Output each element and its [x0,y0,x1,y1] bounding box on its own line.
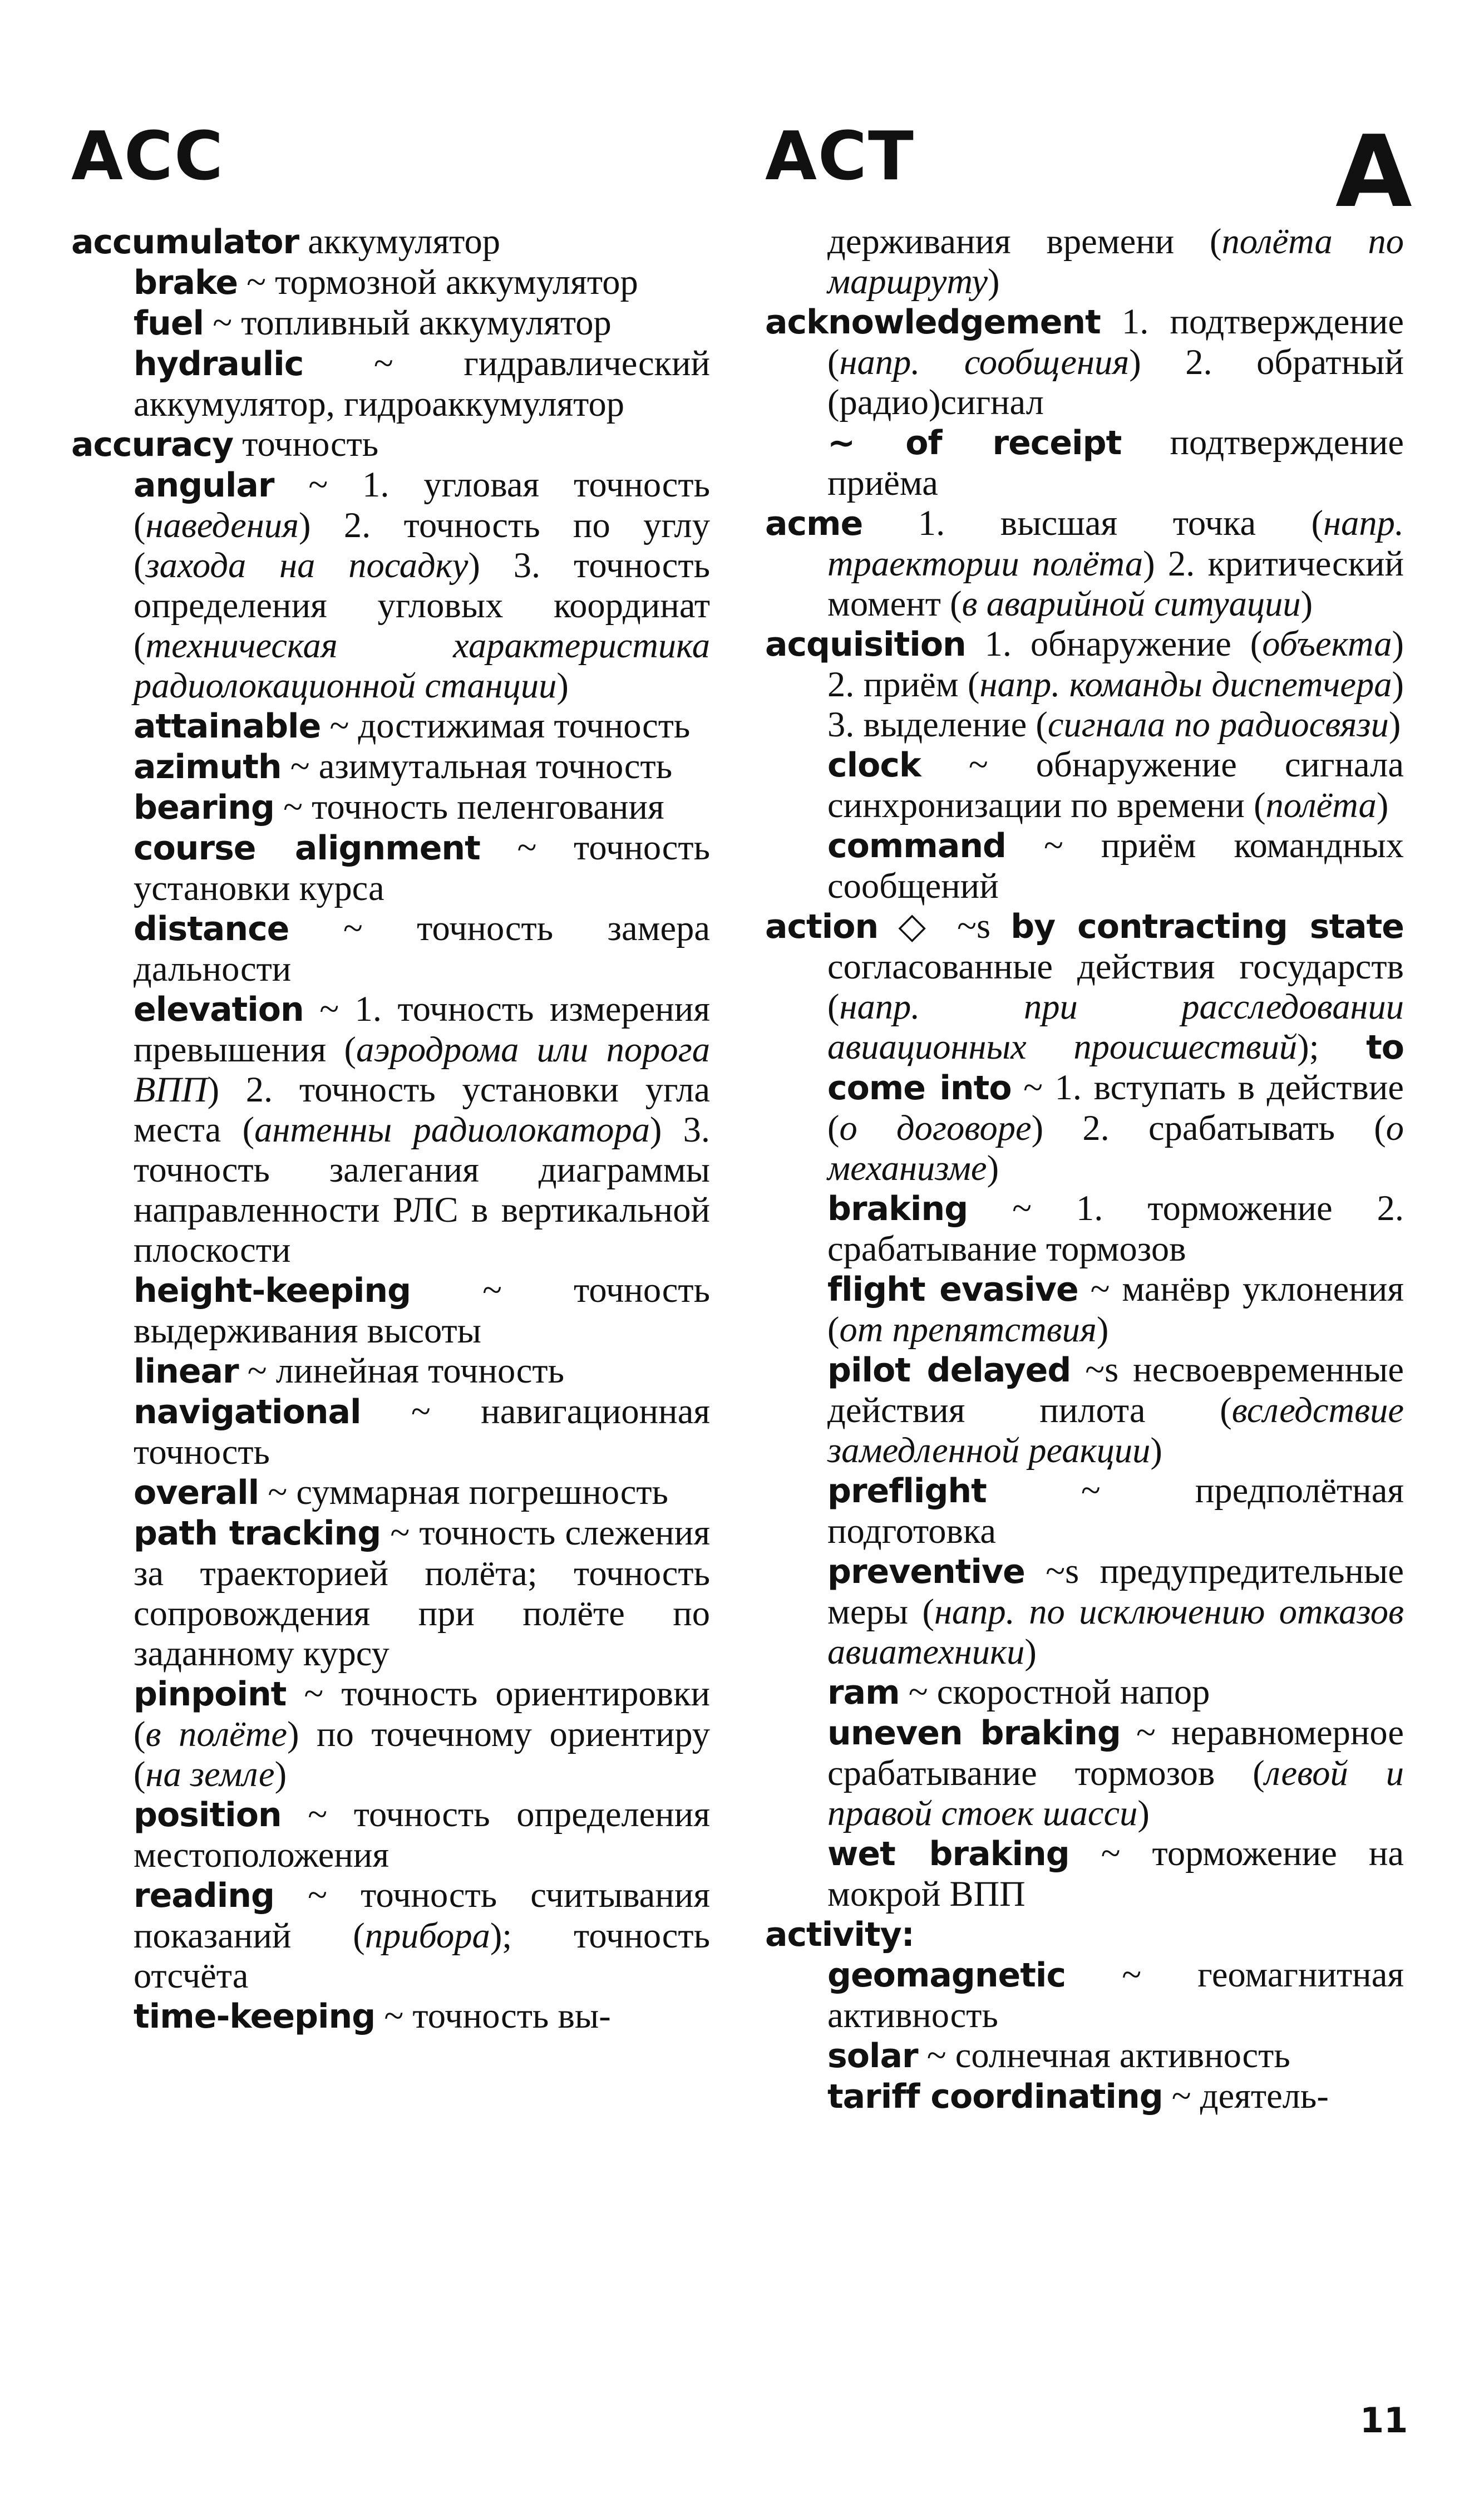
entry-definition: ~ 1. торможение 2. срабатывание тормозов [827,1188,1404,1268]
subentry [71,1391,710,1472]
entry-definition: ◇ ~s [898,906,1011,946]
entry-definition: ) [556,666,569,705]
entry-gloss-italic: напр. при расследовании авиационных происшествий [827,987,1404,1066]
subentry [71,1794,710,1875]
entry-definition: ) [1024,1632,1037,1671]
headword-entry [765,1914,1404,1955]
entry-definition: ~ точность замера дальности [134,908,710,988]
entry-term: course alignment [134,829,480,868]
entry-term: tariff coordinating [827,2077,1163,2116]
entry-term: elevation [134,990,304,1029]
subentry [765,1955,1404,2035]
entry-definition: ) [1376,785,1389,825]
subentry [71,262,710,303]
entry-gloss-italic: левой и правой стоек шасси [827,1753,1404,1833]
entry-definition: ) 3. выделение ( [827,665,1404,744]
subentry [765,1350,1404,1471]
entry-definition: ~ приём командных сообщений [827,825,1404,906]
entry-definition: ~ навигационная точность [134,1391,710,1472]
entry-gloss-italic: аэродрома или порога ВПП [134,1030,710,1109]
entry-gloss-italic: вследствие замедленной реакции [827,1390,1404,1470]
entry-definition: 1. высшая точка ( [918,503,1324,543]
entry-definition: ) [1137,1793,1150,1833]
subentry [71,989,710,1270]
entry-definition: ) 2. приём ( [827,624,1404,704]
continued-entry [765,222,1404,302]
entry-term: fuel [134,304,204,343]
entry-gloss-italic: напр. команды диспетчера [979,665,1392,704]
subentry [71,706,710,746]
entry-definition: ~ 1. точность измерения превышения ( [134,989,711,1069]
entry-definition: ~ топливный аккумулятор [204,303,612,342]
entry-gloss-italic: о механизме [827,1108,1404,1188]
entry-definition: ~ достижимая точность [321,706,691,745]
entry-term: wet braking [827,1835,1069,1873]
entry-definition: ~ 1. вступать в действие ( [827,1068,1404,1148]
entry-definition: ~ точность установки курса [134,828,711,908]
entry-gloss-italic: полёта [1265,785,1377,825]
headword-entry [765,624,1404,745]
entry-definition: ~ точность вы- [375,1996,611,2035]
entry-term: pilot delayed [827,1351,1071,1390]
entry-term: attainable [134,707,321,746]
subentry [71,303,710,343]
entry-definition: ~ суммарная погрешность [259,1472,668,1512]
entry-term: overall [134,1473,259,1512]
subentry [71,1513,710,1674]
entry-term: clock [827,746,921,785]
entry-definition: ~ 1. угловая точность ( [134,465,711,545]
entry-term: azimuth [134,747,282,786]
entry-definition: ~ точность считывания показаний ( [134,1875,711,1955]
entry-definition: ) [1388,705,1401,744]
entry-gloss-italic: антенны радиолокатора [254,1110,650,1149]
entry-gloss-italic: наведения [145,505,299,545]
entry-term: action [765,907,879,946]
entry-term: geomagnetic [827,1956,1066,1995]
entry-definition: ) 3. точность залегания диаграммы направленности РЛС в вертикальной плоскости [134,1110,710,1270]
entry-term: solar [827,2037,918,2076]
entry-definition: ) [1150,1430,1162,1470]
entry-term: linear [134,1352,239,1391]
entry-definition: ) 2. точность по углу ( [134,505,710,585]
entry-definition: ); [1297,1027,1367,1066]
entry-definition: ~ тормозной аккумулятор [238,262,638,302]
entry-definition: ~ точность пеленгования [274,787,664,827]
subentry [71,465,710,706]
entry-definition: ~s предупредительные меры ( [827,1551,1404,1631]
entry-definition: ~ неравномерное срабатывание тормозов ( [827,1713,1404,1793]
entry-gloss-italic: прибора [364,1916,490,1955]
entry-definition: ~ точность определения местоположения [134,1794,710,1875]
entry-definition: 1. обнаружение ( [984,624,1263,663]
page-number: 11 [1360,2400,1408,2441]
guide-word-right: ACT [765,118,915,195]
entry-definition: ~ геомагнитная активность [827,1955,1404,2035]
entry-term: brake [134,263,238,302]
entry-term: ram [827,1673,900,1712]
subentry [71,1996,710,2037]
entry-definition: ~ предполётная подготовка [827,1471,1404,1551]
headword-entry [765,302,1404,422]
subentry [765,1713,1404,1833]
entry-gloss-italic: захода на посадку [145,545,469,585]
entry-definition: ~ точность слежения за траекторией полёта; точность сопровождения при полёте по заданному курсу [134,1513,710,1673]
entry-term: angular [134,466,274,505]
entry-term: activity: [765,1915,914,1954]
entry-definition: ) 2. срабатывать ( [1031,1108,1386,1148]
entry-term: hydraulic [134,345,304,383]
entry-gloss-italic: техническая характеристика радиолокационной станции [134,626,710,705]
entry-definition: ) 3. точность определения угловых координат ( [134,545,710,665]
entry-term: uneven braking [827,1714,1121,1753]
entry-definition: ~s несвоевременные действия пилота ( [827,1350,1404,1430]
subentry [765,1833,1404,1914]
entry-definition: ); точность отсчёта [134,1916,710,1995]
subentry [71,1674,710,1794]
subentry [765,1269,1404,1350]
entry-definition: аккумулятор [299,222,500,261]
section-letter: A [1335,114,1412,229]
entry-definition: ~ деятель- [1162,2076,1329,2116]
entry-definition: ~ манёвр уклонения ( [827,1269,1404,1349]
entry-term: accuracy [71,425,234,464]
entry-definition: ~ скоростной напор [899,1672,1210,1712]
right-column [765,222,1404,2117]
entry-definition: ) [987,1148,999,1188]
entry-definition: согласованные действия государств ( [827,947,1404,1026]
entry-term: pinpoint [134,1675,287,1714]
entry-definition: ~ солнечная активность [918,2035,1290,2075]
entry-term: path tracking [134,1514,381,1553]
subentry [765,1188,1404,1269]
entry-definition: 1. подтверждение ( [827,302,1404,382]
subentry [71,1875,710,1996]
entry-term: navigational [134,1393,361,1432]
entry-definition: ) по точечному ориентиру ( [134,1714,710,1794]
entry-definition: точность [233,424,379,464]
subentry [71,828,710,908]
guide-word-left: ACC [71,118,225,195]
entry-term: command [827,827,1006,865]
subentry [765,825,1404,906]
entry-gloss-italic: объекта [1262,624,1392,663]
entry-gloss-italic: в аварийной ситуации [962,584,1301,623]
subentry [765,422,1404,503]
entry-definition: ~ точность ориентировки ( [134,1674,710,1754]
entry-term: position [134,1796,282,1835]
subentry [765,1672,1404,1713]
entry-definition: ~ точность выдерживания высоты [134,1270,710,1350]
entry-term: distance [134,909,289,948]
entry-term: acme [765,504,863,543]
entry-term: height-keeping [134,1271,411,1310]
subentry [71,1351,710,1391]
subentry [765,2035,1404,2076]
subentry [765,1551,1404,1672]
entry-term: time-keeping [134,1997,376,2036]
headword-entry [71,424,710,465]
entry-gloss-italic: напр. сообщения [839,342,1130,382]
entry-gloss-italic: полёта по маршруту [827,222,1404,301]
subentry [71,787,710,828]
subentry [765,1471,1404,1551]
entry-definition: ) [987,262,1000,301]
entry-phrase: by contracting state [1010,907,1404,946]
entry-definition: ) [274,1754,287,1794]
entry-term: braking [827,1189,968,1228]
left-column [71,222,710,2037]
entry-term: acquisition [765,625,966,664]
subentry [71,343,710,424]
entry-definition: ) 2. обратный (радио)сигнал [827,342,1404,422]
entry-gloss-italic: сигнала по радиосвязи [1047,705,1389,744]
entry-definition: подтверждение приёма [827,422,1404,503]
subentry [71,908,710,989]
entry-term: bearing [134,788,274,827]
entry-gloss-italic: на земле [145,1754,275,1794]
subentry [71,746,710,787]
entry-definition: ~ азимутальная точность [281,746,673,786]
headword-entry [71,222,710,262]
entry-definition: ~ гидравлический аккумулятор, гидроаккумулятор [134,343,710,424]
entry-term: preflight [827,1472,987,1511]
headword-entry [765,503,1404,624]
entry-definition: держивания времени ( [827,222,1222,261]
entry-definition: ~ линейная точность [238,1351,565,1390]
entry-definition: ~ обнаружение сигнала синхронизации по времени ( [827,745,1404,825]
entry-definition: ) 2. точность установки угла места ( [134,1070,710,1149]
subentry [765,745,1404,825]
entry-term: reading [134,1876,274,1915]
subentry [765,2076,1404,2117]
subentry [71,1270,710,1351]
entry-gloss-italic: напр. по исключению отказов авиатехники [827,1592,1404,1671]
entry-gloss-italic: в полёте [145,1714,287,1754]
entry-term: flight evasive [827,1270,1078,1309]
entry-definition: ) 2. критический момент ( [827,544,1404,623]
entry-gloss-italic: от препятствия [839,1310,1097,1349]
entry-term: preventive [827,1552,1025,1591]
entry-definition: ) [1096,1310,1109,1349]
entry-gloss-italic: напр. траектории полёта [827,503,1404,583]
entry-term: accumulator [71,223,299,262]
subentry [71,1472,710,1513]
entry-term: acknowledgement [765,303,1101,342]
entry-gloss-italic: о договоре [839,1108,1032,1148]
entry-definition: ) [1300,584,1313,623]
entry-definition: ~ торможение на мокрой ВПП [827,1833,1404,1914]
entry-term: ~ of receipt [827,424,1122,463]
entry-phrase: to come into [827,1028,1404,1108]
headword-entry [765,906,1404,1188]
